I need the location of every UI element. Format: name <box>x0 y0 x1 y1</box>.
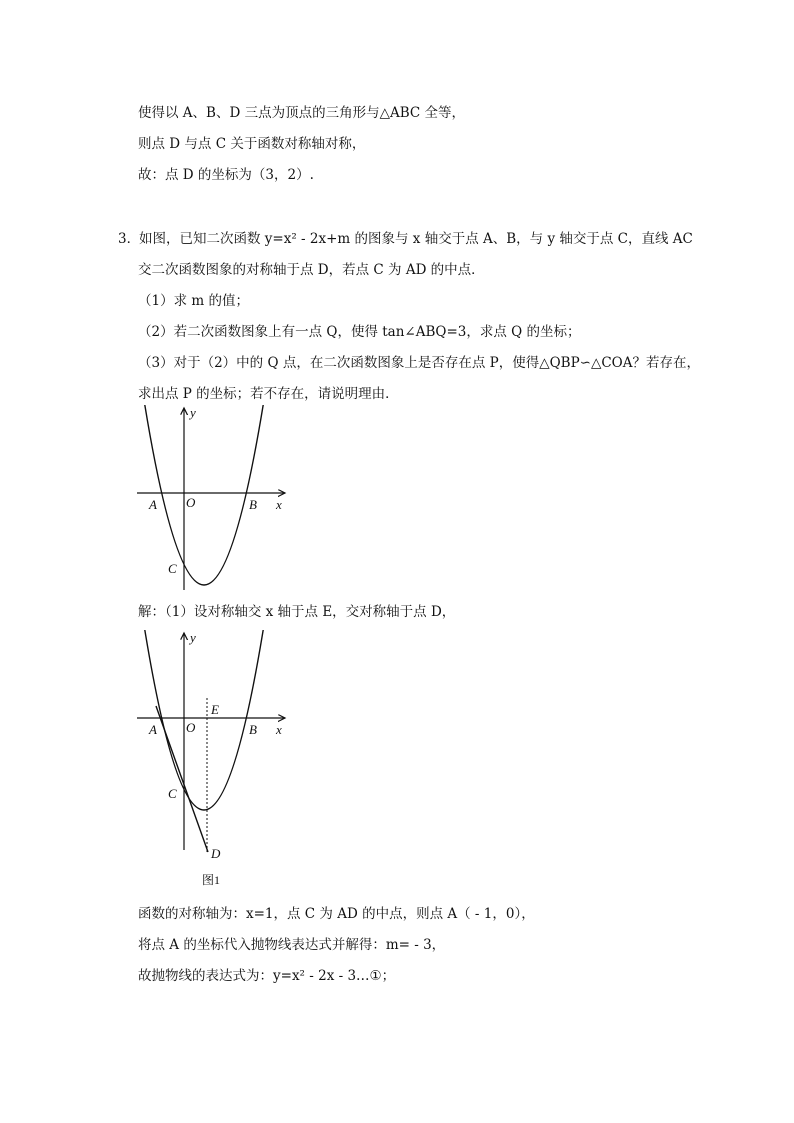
prev-solution-line-1: 使得以 A、B、D 三点为顶点的三角形与△ABC 全等， <box>138 105 465 121</box>
origin-label: O <box>186 720 196 735</box>
problem-part-1: （1）求 m 的值； <box>138 293 249 309</box>
problem-part-3-line-1: （3）对于（2）中的 Q 点，在二次函数图象上是否存在点 P，使得△QBP∽△COA？若存在， <box>138 355 700 371</box>
point-a-label: A <box>149 497 157 512</box>
solution-line-2: 将点 A 的坐标代入抛物线表达式并解得：m= - 3， <box>138 937 446 953</box>
x-axis-label: x <box>276 497 282 512</box>
parabola-figure-bottom <box>132 630 292 892</box>
point-b-label: B <box>249 722 257 737</box>
parabola-figure-top <box>132 405 292 595</box>
point-c-label: C <box>168 786 177 801</box>
problem-stem-line-2: 交二次函数图象的对称轴于点 D，若点 C 为 AD 的中点． <box>138 262 485 278</box>
prev-solution-line-3: 故：点 D 的坐标为（3，2）. <box>138 167 314 183</box>
point-d-label: D <box>211 846 221 861</box>
point-e-label: E <box>211 702 219 717</box>
x-axis-label: x <box>276 722 282 737</box>
line-ad <box>156 706 208 852</box>
solution-intro: 解：（1）设对称轴交 x 轴于点 E，交对称轴于点 D， <box>138 604 456 620</box>
y-axis-label: y <box>190 405 196 420</box>
parabola-curve <box>144 405 264 585</box>
point-a-label: A <box>149 722 157 737</box>
figure-caption: 图1 <box>202 873 221 887</box>
solution-line-3: 故抛物线的表达式为：y=x² - 2x - 3…①； <box>138 968 396 984</box>
prev-solution-line-2: 则点 D 与点 C 关于函数对称轴对称， <box>138 136 366 152</box>
solution-line-1: 函数的对称轴为：x=1，点 C 为 AD 的中点，则点 A（ - 1，0）， <box>138 906 535 922</box>
problem-number: 3． <box>118 231 141 247</box>
point-c-label: C <box>168 561 177 576</box>
parabola-curve <box>144 630 264 810</box>
problem-part-3-line-2: 求出点 P 的坐标；若不存在，请说明理由． <box>138 386 399 402</box>
problem-stem-line-1: 如图，已知二次函数 y=x² - 2x+m 的图象与 x 轴交于点 A、B，与 y 轴交于点 C，直线 AC <box>139 231 693 247</box>
origin-label: O <box>186 495 196 510</box>
y-axis-label: y <box>190 630 196 645</box>
problem-part-2: （2）若二次函数图象上有一点 Q，使得 tan∠ABQ=3，求点 Q 的坐标； <box>138 324 581 340</box>
point-b-label: B <box>249 497 257 512</box>
